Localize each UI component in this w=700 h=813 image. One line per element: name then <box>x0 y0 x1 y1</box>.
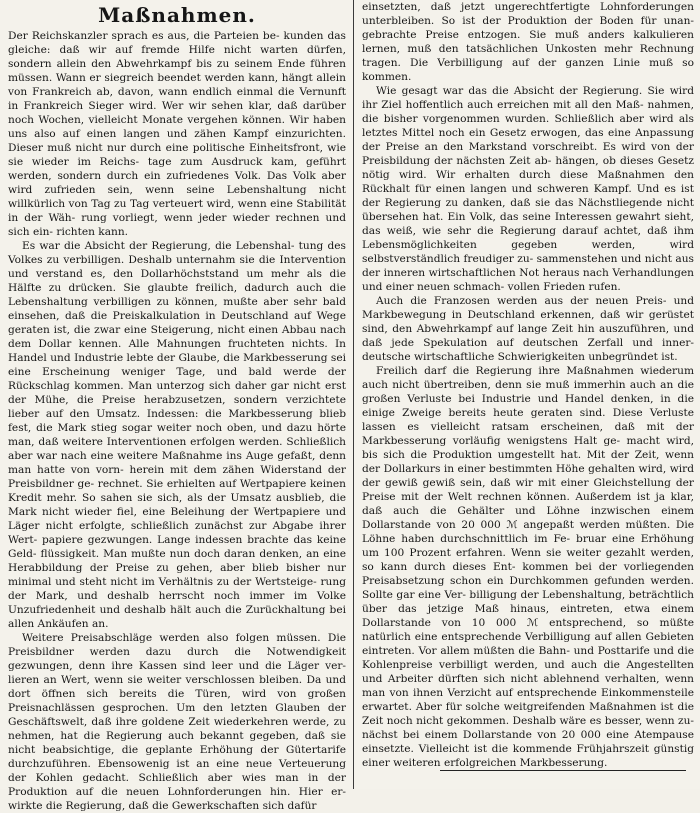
article-title: Maßnahmen. <box>98 3 256 27</box>
paragraph-7: Freilich darf die Regierung ihre Maßnahmen wiederum auch nicht übertreiben, denn sie muß immerhin auch an die großen Verluste bei Industrie und Handel denken, in die einige Zweige bereits heute geraten sind. Diese Verluste lassen es vielleicht ratsam erscheinen, daß mit der Markbesserung vorläufig wenigstens Halt ge- macht wird, bis sich die Produktion umgestellt hat. Mit der Zeit, wenn der Dollarkurs in einer bestimmten Höhe gehalten wird, wird der gewiß gewiß sein, daß wir mit einer Gleichstellung der Preise mit der Welt rechnen können. Außerdem ist ja klar, daß auch die Gehälter und Löhne inzwischen einem Dollarstande von 20 000 ℳ angepaßt werden müßten. Die Löhne haben durchschnittlich im Fe- bruar eine Erhöhung um 100 Prozent erfahren. Wenn sie weiter gezahlt werden, so kann durch dieses Ent- kommen bei der vorliegenden Preisabsetzung schon ein Durchkommen gefunden werden. Sollte gar eine Ver- billigung der Lebenshaltung, beträchtlich über das jetzige Maß hinaus, eintreten, etwa einem Dollarstande von 10 000 ℳ entsprechend, so müßte natürlich eine entsprechende Verbilligung auf allen Gebieten eintreten. Vor allem müßten die Bahn- und Posttarife und die Kohlenpreise verbilligt werden, und auch die Angestellten und Arbeiter dürften sich nicht ablehnend verhalten, wenn man von ihnen Verzicht auf entsprechende Einkommensteile erwartet. Aber für solche weitgreifenden Maßnahmen ist die Zeit noch nicht gekommen. Deshalb wäre es besser, wenn zu- nächst bei einem Dollarstande von 20 000 eine Atempause einsetzte. Vielleicht ist die kommende Frühjahrszeit günstig einer weiteren erfolgreichen Markbesserung. <box>362 365 694 769</box>
paragraph-6: Auch die Franzosen werden aus der neuen Preis- und Markbewegung in Deutschland erkennen, daß wir gerüstet sind, den Abwehrkampf auf lange Zeit hin auszuführen, und daß jede Spekulation auf deutschen Zerfall und inner- deutsche wirtschaftliche Schwierigkeiten unbegründet ist. <box>362 295 694 363</box>
paragraph-5: Wie gesagt war das die Absicht der Regierung. Sie wird ihr Ziel hoffentlich auch erreichen mit all den Maß- nahmen, die bisher vorgenommen wurden. Schließlich aber wird als letztes Mittel noch ein Gesetz erwogen, das eine Anpassung der Preise an den Markstand vorschreibt. Es wird von der Preisbildung der nächsten Zeit ab- hängen, ob dieses Gesetz nötig wird. Wir erhalten durch diese Maßnahmen den Rückhalt für einen langen und schweren Kampf. Und es ist der Regierung zu danken, daß sie das Nächstliegende nicht übersehen hat. Ein Volk, das seine Interessen gewahrt sieht, das weiß, wie sehr die Regierung darauf achtet, daß ihm Lebensmöglichkeiten gegeben werden, wird selbstverständlich freudiger zu- sammenstehen und nicht aus der inneren wirtschaftlichen Not heraus nach Verhandlungen und einer neuen schmach- vollen Frieden rufen. <box>362 85 694 293</box>
paragraph-4: einsetzten, daß jetzt ungerechtfertigte Lohnforderungen unterbleiben. So ist der Produktion der Boden für unan- gebrachte Preise entzogen. Sie muß anders kalkulieren lernen, muß den tatsächlichen Unkosten mehr Rechnung tragen. Die Verbilligung auf der ganzen Linie muß so kommen. <box>362 1 694 83</box>
column-divider <box>353 0 354 789</box>
paragraph-1: Der Reichskanzler sprach es aus, die Parteien be- kunden das gleiche: daß wir auf fremde Hilfe nicht warten dürfen, sondern allein den Abwehrkampf bis zu seinem Ende führen müssen. Wann er siegreich beendet werden kann, hängt allein von Frankreich ab, davon, wann endlich einmal die Vernunft in Frankreich Sieger wird. Wer wir sehen klar, daß darüber noch Wochen, vielleicht Monate vergehen können. Wir haben uns also auf einen langen und zähen Kampf einzurichten. Dieser muß nicht nur durch eine politische Einheitsfront, wie sie wieder im Reichs- tage zum Ausdruck kam, geführt werden, sondern durch ein zufriedenes Volk. Das Volk aber wird zufrieden sein, wenn seine Lebenshaltung nicht willkürlich von Tag zu Tag verteuert wird, wenn eine Stabilität in der Wäh- rung vorliegt, wenn jeder wieder rechnen und sich ein- richten kann. <box>8 30 346 238</box>
paragraph-2: Es war die Absicht der Regierung, die Lebenshal- tung des Volkes zu verbilligen. Deshalb unternahm sie die Intervention und verstand es, den Dollarhöchststand um mehr als die Hälfte zu drücken. Sie glaubte freilich, dadurch auch die Lebenshaltung verbilligen zu können, mußte aber sehr bald einsehen, daß die Preiskalkulation in Deutschland auf Wege geraten ist, die zwar eine Steigerung, nicht einen Abbau nach dem Dollar kennen. Alle Mahnungen fruchteten nichts. In Handel und Industrie lebte der Glaube, die Markbesserung sei eine Erscheinung weniger Tage, und bald werde der Rückschlag kommen. Man unterzog sich daher gar nicht erst der Mühe, die Preise herabzusetzen, sondern verzichtete lieber auf den Umsatz. Indessen: die Markbesserung blieb fest, die Mark stieg sogar weiter noch oben, und dazu hörte man, daß weitere Interventionen erfolgen werden. Schließlich aber war nach eine weitere Maßnahme ins Auge gefaßt, denn man hatte von vorn- herein mit dem zähen Widerstand der Preisbildner ge- rechnet. Sie erhielten auf Wertpapiere keinen Kredit mehr. So sahen sie sich, als der Umsatz ausblieb, die Mark nicht wieder fiel, eine Beleihung der Wertpapiere und Läger nicht erfolgte, schließlich zunächst zur Abgabe ihrer Wert- papiere gezwungen. Lange indessen brachte das keine Geld- flüssigkeit. Man mußte nun doch daran denken, an eine Herabbildung der Preise zu gehen, aber blieb bisher nur minimal und steht nicht im Verhältnis zu der Wertsteige- rung der Mark, und deshalb herrscht noch immer im Volke Unzufriedenheit und deshalb hält auch die Zurückhaltung bei allen Ankäufen an. <box>8 240 346 630</box>
right-column <box>356 0 700 789</box>
paragraph-3: Weitere Preisabschläge werden also folgen müssen. Die Preisbildner werden dazu durch die Notwendigkeit gezwungen, denn ihre Kassen sind leer und die Läger ver- lieren an Wert, wenn sie weiter verschlossen bleiben. Da und dort öffnen sich bereits die Türen, wird von großen Preisnachlässen gesprochen. Um den letzten Glauben der Geschäftswelt, daß ihre goldene Zeit wiederkehren werde, zu nehmen, hat die Regierung auch bekannt gegeben, daß sie nicht beabsichtige, die geplante Erhöhung der Gütertarife durchzuführen. Ebensowenig ist an eine neue Verteuerung der Kohlen gedacht. Schließlich aber wies man in der Produktion auf die neuen Lohnforderungen hin. Hier er- wirkte die Regierung, daß die Gewerkschaften sich dafür <box>8 632 346 812</box>
closing-underline <box>440 770 686 771</box>
